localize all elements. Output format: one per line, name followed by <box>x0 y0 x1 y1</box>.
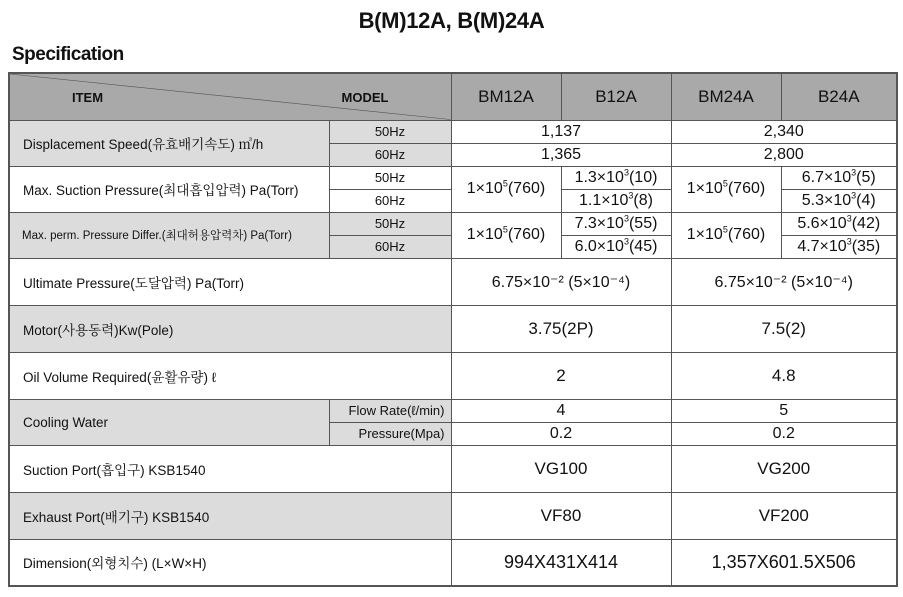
ultimate-pressure-label: Ultimate Pressure(도달압력) Pa(Torr) <box>9 258 451 305</box>
suction-pressure-bm12a: $1\times 10^5(760)$ <box>451 166 561 212</box>
ultimate-pressure-row <box>9 258 897 305</box>
model-header-bm12a: BM12A <box>451 73 561 120</box>
displacement-m12-50: 1,137 <box>451 120 671 143</box>
dimension-m12: 994X431X414 <box>451 539 671 586</box>
suction-pressure-b12a-60: $1.1\times 10^3(8)$ <box>561 189 671 212</box>
dimension-m24: 1,357X601.5X506 <box>671 539 897 586</box>
suction-pressure-b12a-50: $1.3\times 10^3(10)$ <box>561 166 671 189</box>
suction-pressure-50hz: 50Hz <box>329 166 451 189</box>
cooling-flow-m12: 4 <box>451 399 671 422</box>
cooling-flow-m24: 5 <box>671 399 897 422</box>
header-row <box>9 73 897 120</box>
oil-volume-label: Oil Volume Required(윤활유량) ℓ <box>9 352 451 399</box>
exhaust-port-label: Exhaust Port(배기구) KSB1540 <box>9 492 451 539</box>
suction-port-m12: VG100 <box>451 445 671 492</box>
model-header-label: MODEL <box>341 90 389 105</box>
oil-volume-m12: 2 <box>451 352 671 399</box>
suction-pressure-60hz: 60Hz <box>329 189 451 212</box>
cooling-pressure-label: Pressure(Mpa) <box>329 422 451 445</box>
exhaust-port-m12: VF80 <box>451 492 671 539</box>
suction-pressure-label: Max. Suction Pressure(최대흡입압력) Pa(Torr) <box>9 166 329 212</box>
exhaust-port-row <box>9 492 897 539</box>
cooling-flow-label: Flow Rate(ℓ/min) <box>329 399 451 422</box>
model-header-b24a: B24A <box>781 73 897 120</box>
page-title: B(M)12A, B(M)24A <box>358 8 545 33</box>
suction-pressure-bm24a: $1\times 10^5(760)$ <box>671 166 781 212</box>
displacement-label: Displacement Speed(유효배기속도) ㎥/h <box>9 120 329 166</box>
pressure-diff-b24a-60: $4.7\times 10^3(35)$ <box>781 235 897 258</box>
displacement-m24-50: 2,340 <box>671 120 897 143</box>
displacement-60hz: 60Hz <box>329 143 451 166</box>
ultimate-pressure-m12: 6.75×10⁻² (5×10⁻⁴) <box>451 258 671 305</box>
displacement-50hz: 50Hz <box>329 120 451 143</box>
pressure-diff-60hz: 60Hz <box>329 235 451 258</box>
pressure-diff-b12a-50: $7.3\times 10^3(55)$ <box>561 212 671 235</box>
suction-pressure-b24a-50: $6.7\times 10^3(5)$ <box>781 166 897 189</box>
motor-row <box>9 305 897 352</box>
motor-m24: 7.5(2) <box>671 305 897 352</box>
exhaust-port-m24: VF200 <box>671 492 897 539</box>
pressure-diff-bm12a: $1\times 10^5(760)$ <box>451 212 561 258</box>
oil-volume-row <box>9 352 897 399</box>
item-model-header <box>9 73 451 120</box>
displacement-m24-60: 2,800 <box>671 143 897 166</box>
pressure-diff-50hz: 50Hz <box>329 212 451 235</box>
cooling-flow-row <box>9 399 897 422</box>
model-header-bm24a: BM24A <box>671 73 781 120</box>
suction-port-label: Suction Port(흡입구) KSB1540 <box>9 445 451 492</box>
suction-pressure-row-50hz <box>9 166 897 189</box>
suction-port-row <box>9 445 897 492</box>
cooling-pressure-m12: 0.2 <box>451 422 671 445</box>
pressure-diff-row-50hz <box>9 212 897 235</box>
item-header-label: ITEM <box>72 90 104 105</box>
cooling-water-label: Cooling Water <box>9 399 329 445</box>
displacement-row-50hz <box>9 120 897 143</box>
model-header-b12a: B12A <box>561 73 671 120</box>
pressure-diff-label: Max. perm. Pressure Differ.(최대허용압력차) Pa(Torr) <box>9 212 329 258</box>
section-heading: Specification <box>12 44 124 65</box>
motor-label: Motor(사용동력)Kw(Pole) <box>9 305 451 352</box>
suction-port-m24: VG200 <box>671 445 897 492</box>
specification-table <box>8 72 898 587</box>
pressure-diff-bm24a: $1\times 10^5(760)$ <box>671 212 781 258</box>
displacement-m12-60: 1,365 <box>451 143 671 166</box>
motor-m12: 3.75(2P) <box>451 305 671 352</box>
pressure-diff-b24a-50: $5.6\times 10^3(42)$ <box>781 212 897 235</box>
dimension-label: Dimension(외형치수) (L×W×H) <box>9 539 451 586</box>
pressure-diff-b12a-60: $6.0\times 10^3(45)$ <box>561 235 671 258</box>
dimension-row <box>9 539 897 586</box>
oil-volume-m24: 4.8 <box>671 352 897 399</box>
suction-pressure-b24a-60: $5.3\times 10^3(4)$ <box>781 189 897 212</box>
ultimate-pressure-m24: 6.75×10⁻² (5×10⁻⁴) <box>671 258 897 305</box>
cooling-pressure-m24: 0.2 <box>671 422 897 445</box>
